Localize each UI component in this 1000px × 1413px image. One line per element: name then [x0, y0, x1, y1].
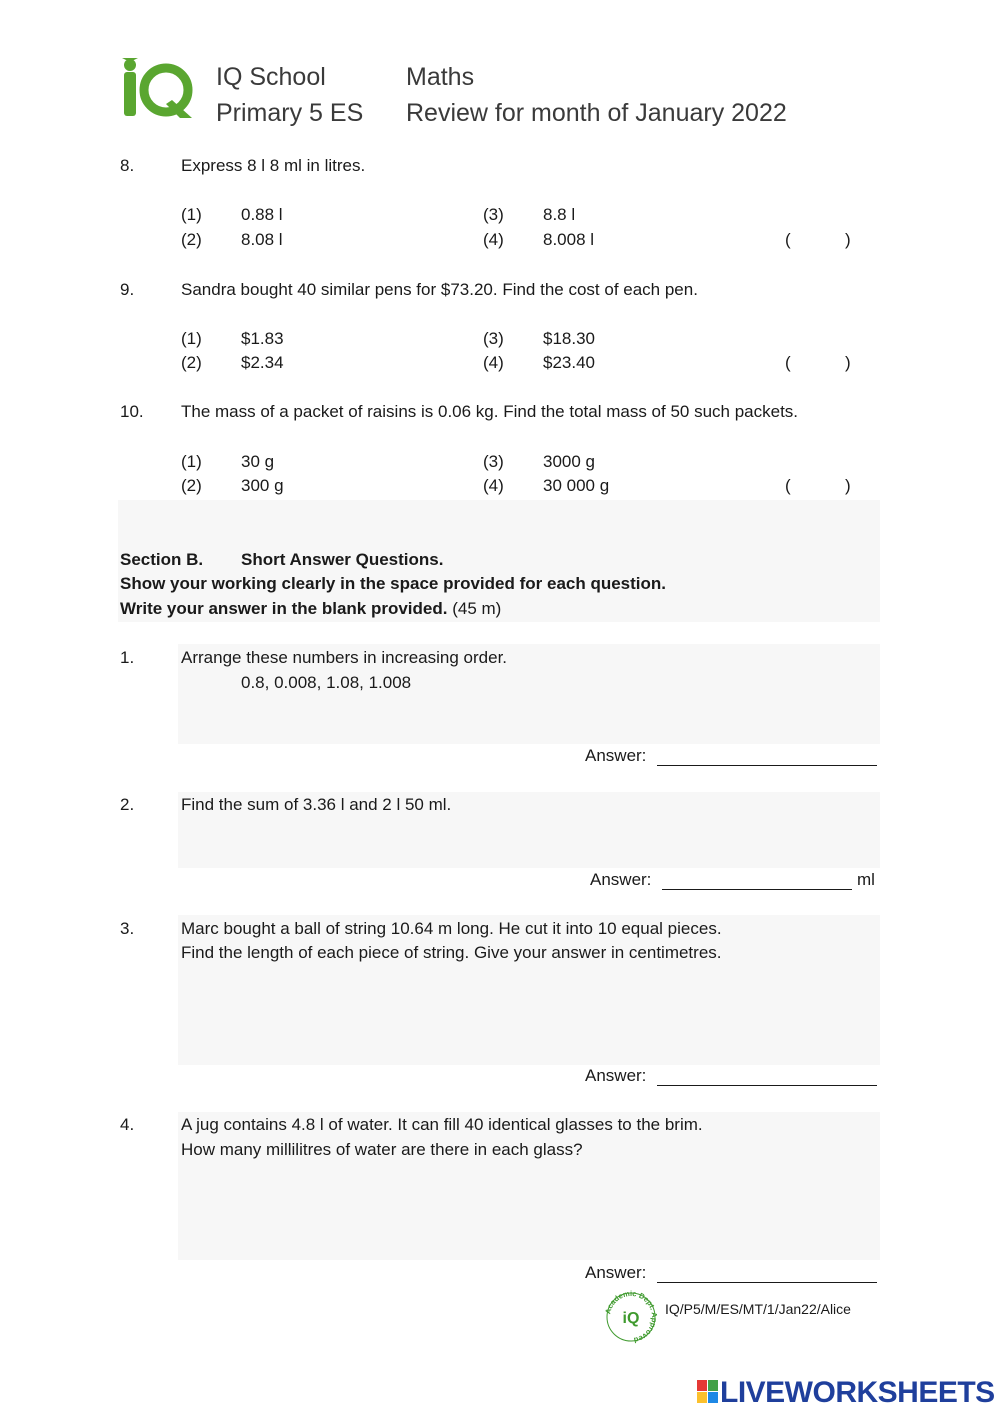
- option-text: 3000 g: [543, 452, 595, 471]
- answer-blank[interactable]: [657, 1085, 877, 1086]
- document-code: IQ/P5/M/ES/MT/1/Jan22/Alice: [665, 1301, 851, 1317]
- class-level: Primary 5 ES: [216, 99, 364, 127]
- answer-bracket-open[interactable]: (: [785, 476, 791, 495]
- option-text: 30 g: [241, 452, 275, 471]
- answer-bracket-close: ): [845, 230, 851, 249]
- option-text: $23.40: [543, 353, 595, 372]
- option-text: 8.8 l: [543, 205, 576, 224]
- subject-title: Maths: [406, 63, 475, 91]
- option-label: (2): [181, 353, 202, 372]
- answer-blank[interactable]: [662, 889, 852, 890]
- option-label: (1): [181, 329, 202, 348]
- option-label: (3): [483, 329, 504, 348]
- answer-bracket-close: ): [845, 353, 851, 372]
- option-text: 8.08 l: [241, 230, 283, 249]
- option-label: (2): [181, 230, 202, 249]
- question-text: Find the sum of 3.36 l and 2 l 50 ml.: [181, 795, 452, 814]
- option-text: 300 g: [241, 476, 284, 495]
- option-label: (3): [483, 452, 504, 471]
- option-text: $18.30: [543, 329, 595, 348]
- review-title: Review for month of January 2022: [406, 99, 787, 127]
- question-number: 9.: [120, 280, 135, 299]
- section-b-instruction-2: [120, 599, 501, 619]
- option-text: 8.008 l: [543, 230, 595, 249]
- question-text: Arrange these numbers in increasing order.: [181, 648, 508, 667]
- option-text: $1.83: [241, 329, 284, 348]
- question-text: Sandra bought 40 similar pens for $73.20. Find the cost of each pen.: [181, 280, 698, 299]
- section-b-title: Short Answer Questions.: [241, 550, 444, 569]
- answer-label: Answer:: [585, 1263, 647, 1282]
- answer-bracket-open[interactable]: (: [785, 353, 791, 372]
- answer-blank[interactable]: [657, 1282, 877, 1283]
- question-text-line-2: How many millilitres of water are there in each glass?: [181, 1140, 583, 1159]
- answer-label: Answer:: [590, 870, 652, 889]
- option-label: (1): [181, 205, 202, 224]
- option-label: (4): [483, 476, 504, 495]
- option-text: 0.88 l: [241, 205, 283, 224]
- question-number: 10.: [120, 402, 144, 421]
- option-label: (2): [181, 476, 202, 495]
- option-label: (4): [483, 353, 504, 372]
- question-number: 8.: [120, 156, 135, 175]
- answer-bracket-close: ): [845, 476, 851, 495]
- svg-text:Academic Dept. Approved: Academic Dept. proved: [604, 1290, 658, 1344]
- answer-label: Answer:: [585, 1066, 647, 1085]
- svg-text:iQ: iQ: [622, 1310, 640, 1327]
- question-text: Express 8 l 8 ml in litres.: [181, 156, 366, 175]
- section-marks: (45 m): [452, 599, 502, 618]
- answer-blank[interactable]: [657, 765, 877, 766]
- option-text: 30 000 g: [543, 476, 610, 495]
- question-text: A jug contains 4.8 l of water. It can fill 40 identical glasses to the brim.: [181, 1115, 703, 1134]
- liveworksheets-watermark[interactable]: LIVEWORKSHEETS: [720, 1376, 995, 1409]
- section-b-instruction-1: Show your working clearly in the space provided for each question.: [120, 574, 667, 593]
- liveworksheets-logo-icon: [697, 1380, 719, 1404]
- question-number: 2.: [120, 795, 135, 814]
- school-name: IQ School: [216, 63, 326, 91]
- question-text: Marc bought a ball of string 10.64 m long. He cut it into 10 equal pieces.: [181, 919, 722, 938]
- approval-stamp: [604, 1290, 658, 1344]
- question-text-line-2: Find the length of each piece of string. Give your answer in centimetres.: [181, 943, 722, 962]
- section-b-label: Section B.: [120, 550, 204, 569]
- option-text: $2.34: [241, 353, 284, 372]
- option-label: (1): [181, 452, 202, 471]
- question-number: 4.: [120, 1115, 135, 1134]
- answer-label: Answer:: [585, 746, 647, 765]
- question-number: 1.: [120, 648, 135, 667]
- option-label: (4): [483, 230, 504, 249]
- iq-logo: [118, 56, 194, 120]
- question-text: The mass of a packet of raisins is 0.06 kg. Find the total mass of 50 such packets.: [181, 402, 799, 421]
- answer-bracket-open[interactable]: (: [785, 230, 791, 249]
- option-label: (3): [483, 205, 504, 224]
- answer-unit: ml: [857, 870, 875, 889]
- instruction-bold: Write your answer in the blank provided.: [120, 599, 448, 618]
- number-list: 0.8, 0.008, 1.08, 1.008: [241, 673, 412, 692]
- question-number: 3.: [120, 919, 135, 938]
